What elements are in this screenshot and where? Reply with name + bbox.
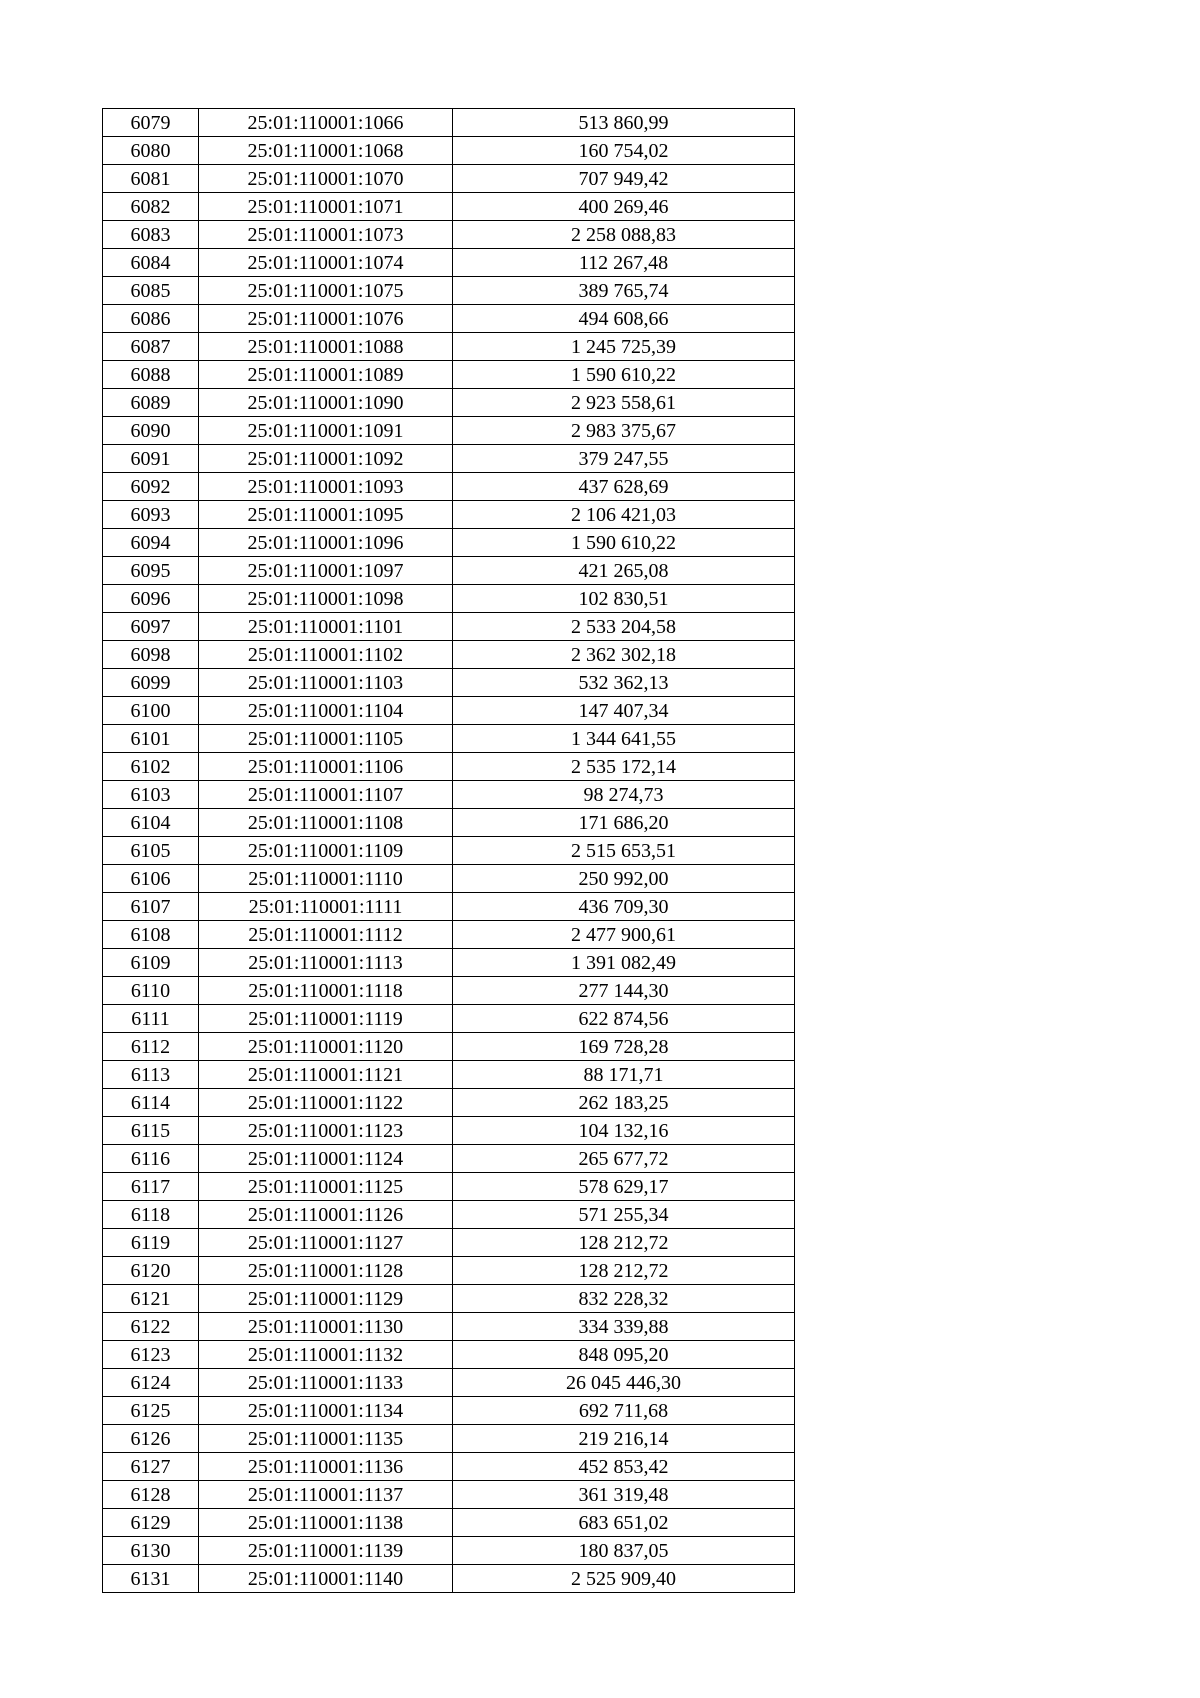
value-cell: 452 853,42 — [453, 1453, 795, 1481]
table-row — [103, 781, 795, 809]
value-cell: 88 171,71 — [453, 1061, 795, 1089]
cadastral-number-cell: 25:01:110001:1111 — [199, 893, 453, 921]
table-row — [103, 669, 795, 697]
row-number-cell: 6092 — [103, 473, 199, 501]
row-number-cell: 6098 — [103, 641, 199, 669]
cadastral-number-cell: 25:01:110001:1123 — [199, 1117, 453, 1145]
value-cell: 848 095,20 — [453, 1341, 795, 1369]
row-number-cell: 6102 — [103, 753, 199, 781]
value-cell: 2 362 302,18 — [453, 641, 795, 669]
cadastral-number-cell: 25:01:110001:1073 — [199, 221, 453, 249]
value-cell: 1 245 725,39 — [453, 333, 795, 361]
cadastral-number-cell: 25:01:110001:1097 — [199, 557, 453, 585]
cadastral-number-cell: 25:01:110001:1066 — [199, 109, 453, 137]
cadastral-number-cell: 25:01:110001:1105 — [199, 725, 453, 753]
value-cell: 1 590 610,22 — [453, 529, 795, 557]
table-row — [103, 613, 795, 641]
cadastral-number-cell: 25:01:110001:1098 — [199, 585, 453, 613]
cadastral-number-cell: 25:01:110001:1121 — [199, 1061, 453, 1089]
row-number-cell: 6111 — [103, 1005, 199, 1033]
value-cell: 112 267,48 — [453, 249, 795, 277]
row-number-cell: 6104 — [103, 809, 199, 837]
row-number-cell: 6110 — [103, 977, 199, 1005]
row-number-cell: 6131 — [103, 1565, 199, 1593]
row-number-cell: 6118 — [103, 1201, 199, 1229]
cadastral-number-cell: 25:01:110001:1103 — [199, 669, 453, 697]
cadastral-number-cell: 25:01:110001:1107 — [199, 781, 453, 809]
cadastral-number-cell: 25:01:110001:1137 — [199, 1481, 453, 1509]
table-row — [103, 1537, 795, 1565]
table-row — [103, 221, 795, 249]
table-row — [103, 977, 795, 1005]
value-cell: 1 590 610,22 — [453, 361, 795, 389]
value-cell: 692 711,68 — [453, 1397, 795, 1425]
row-number-cell: 6122 — [103, 1313, 199, 1341]
table-row — [103, 921, 795, 949]
table-row — [103, 557, 795, 585]
cadastral-number-cell: 25:01:110001:1091 — [199, 417, 453, 445]
row-number-cell: 6105 — [103, 837, 199, 865]
row-number-cell: 6124 — [103, 1369, 199, 1397]
cadastral-number-cell: 25:01:110001:1095 — [199, 501, 453, 529]
row-number-cell: 6129 — [103, 1509, 199, 1537]
table-row — [103, 1481, 795, 1509]
row-number-cell: 6114 — [103, 1089, 199, 1117]
row-number-cell: 6125 — [103, 1397, 199, 1425]
table-row — [103, 1117, 795, 1145]
table-row — [103, 473, 795, 501]
table-row — [103, 837, 795, 865]
cadastral-number-cell: 25:01:110001:1102 — [199, 641, 453, 669]
value-cell: 2 106 421,03 — [453, 501, 795, 529]
row-number-cell: 6103 — [103, 781, 199, 809]
table-row — [103, 445, 795, 473]
cadastral-number-cell: 25:01:110001:1101 — [199, 613, 453, 641]
table-row — [103, 1229, 795, 1257]
table-row — [103, 725, 795, 753]
registry-table-body — [103, 109, 795, 1593]
cadastral-number-cell: 25:01:110001:1076 — [199, 305, 453, 333]
row-number-cell: 6119 — [103, 1229, 199, 1257]
value-cell: 532 362,13 — [453, 669, 795, 697]
row-number-cell: 6097 — [103, 613, 199, 641]
cadastral-number-cell: 25:01:110001:1068 — [199, 137, 453, 165]
value-cell: 361 319,48 — [453, 1481, 795, 1509]
row-number-cell: 6127 — [103, 1453, 199, 1481]
row-number-cell: 6112 — [103, 1033, 199, 1061]
value-cell: 436 709,30 — [453, 893, 795, 921]
value-cell: 1 344 641,55 — [453, 725, 795, 753]
table-row — [103, 1341, 795, 1369]
table-row — [103, 1033, 795, 1061]
value-cell: 265 677,72 — [453, 1145, 795, 1173]
table-row — [103, 1201, 795, 1229]
row-number-cell: 6088 — [103, 361, 199, 389]
table-row — [103, 1061, 795, 1089]
value-cell: 437 628,69 — [453, 473, 795, 501]
value-cell: 160 754,02 — [453, 137, 795, 165]
row-number-cell: 6121 — [103, 1285, 199, 1313]
value-cell: 2 983 375,67 — [453, 417, 795, 445]
value-cell: 219 216,14 — [453, 1425, 795, 1453]
value-cell: 26 045 446,30 — [453, 1369, 795, 1397]
cadastral-number-cell: 25:01:110001:1129 — [199, 1285, 453, 1313]
row-number-cell: 6115 — [103, 1117, 199, 1145]
cadastral-number-cell: 25:01:110001:1132 — [199, 1341, 453, 1369]
row-number-cell: 6123 — [103, 1341, 199, 1369]
table-row — [103, 529, 795, 557]
table-row — [103, 417, 795, 445]
table-row — [103, 1257, 795, 1285]
row-number-cell: 6080 — [103, 137, 199, 165]
table-row — [103, 1565, 795, 1593]
row-number-cell: 6085 — [103, 277, 199, 305]
cadastral-number-cell: 25:01:110001:1122 — [199, 1089, 453, 1117]
value-cell: 494 608,66 — [453, 305, 795, 333]
cadastral-number-cell: 25:01:110001:1070 — [199, 165, 453, 193]
cadastral-number-cell: 25:01:110001:1140 — [199, 1565, 453, 1593]
table-row — [103, 1509, 795, 1537]
cadastral-number-cell: 25:01:110001:1119 — [199, 1005, 453, 1033]
cadastral-number-cell: 25:01:110001:1074 — [199, 249, 453, 277]
table-row — [103, 893, 795, 921]
value-cell: 578 629,17 — [453, 1173, 795, 1201]
row-number-cell: 6086 — [103, 305, 199, 333]
row-number-cell: 6117 — [103, 1173, 199, 1201]
table-row — [103, 809, 795, 837]
table-row — [103, 165, 795, 193]
cadastral-number-cell: 25:01:110001:1112 — [199, 921, 453, 949]
value-cell: 513 860,99 — [453, 109, 795, 137]
value-cell: 334 339,88 — [453, 1313, 795, 1341]
value-cell: 262 183,25 — [453, 1089, 795, 1117]
table-row — [103, 1005, 795, 1033]
table-row — [103, 1397, 795, 1425]
row-number-cell: 6099 — [103, 669, 199, 697]
cadastral-number-cell: 25:01:110001:1134 — [199, 1397, 453, 1425]
value-cell: 128 212,72 — [453, 1229, 795, 1257]
cadastral-number-cell: 25:01:110001:1071 — [199, 193, 453, 221]
value-cell: 98 274,73 — [453, 781, 795, 809]
value-cell: 683 651,02 — [453, 1509, 795, 1537]
cadastral-number-cell: 25:01:110001:1124 — [199, 1145, 453, 1173]
value-cell: 1 391 082,49 — [453, 949, 795, 977]
table-row — [103, 305, 795, 333]
row-number-cell: 6091 — [103, 445, 199, 473]
cadastral-number-cell: 25:01:110001:1128 — [199, 1257, 453, 1285]
row-number-cell: 6107 — [103, 893, 199, 921]
table-row — [103, 501, 795, 529]
table-row — [103, 333, 795, 361]
row-number-cell: 6081 — [103, 165, 199, 193]
table-row — [103, 1173, 795, 1201]
value-cell: 571 255,34 — [453, 1201, 795, 1229]
cadastral-number-cell: 25:01:110001:1136 — [199, 1453, 453, 1481]
row-number-cell: 6130 — [103, 1537, 199, 1565]
cadastral-number-cell: 25:01:110001:1109 — [199, 837, 453, 865]
cadastral-number-cell: 25:01:110001:1120 — [199, 1033, 453, 1061]
cadastral-number-cell: 25:01:110001:1096 — [199, 529, 453, 557]
row-number-cell: 6094 — [103, 529, 199, 557]
cadastral-number-cell: 25:01:110001:1135 — [199, 1425, 453, 1453]
table-row — [103, 753, 795, 781]
value-cell: 2 477 900,61 — [453, 921, 795, 949]
value-cell: 169 728,28 — [453, 1033, 795, 1061]
row-number-cell: 6089 — [103, 389, 199, 417]
row-number-cell: 6095 — [103, 557, 199, 585]
cadastral-number-cell: 25:01:110001:1092 — [199, 445, 453, 473]
row-number-cell: 6083 — [103, 221, 199, 249]
cadastral-number-cell: 25:01:110001:1126 — [199, 1201, 453, 1229]
cadastral-number-cell: 25:01:110001:1090 — [199, 389, 453, 417]
table-row — [103, 1145, 795, 1173]
row-number-cell: 6120 — [103, 1257, 199, 1285]
value-cell: 622 874,56 — [453, 1005, 795, 1033]
table-row — [103, 249, 795, 277]
value-cell: 102 830,51 — [453, 585, 795, 613]
table-row — [103, 1453, 795, 1481]
row-number-cell: 6093 — [103, 501, 199, 529]
cadastral-number-cell: 25:01:110001:1130 — [199, 1313, 453, 1341]
cadastral-number-cell: 25:01:110001:1118 — [199, 977, 453, 1005]
value-cell: 379 247,55 — [453, 445, 795, 473]
cadastral-number-cell: 25:01:110001:1106 — [199, 753, 453, 781]
cadastral-number-cell: 25:01:110001:1125 — [199, 1173, 453, 1201]
row-number-cell: 6128 — [103, 1481, 199, 1509]
table-row — [103, 361, 795, 389]
row-number-cell: 6116 — [103, 1145, 199, 1173]
table-row — [103, 109, 795, 137]
cadastral-number-cell: 25:01:110001:1139 — [199, 1537, 453, 1565]
table-row — [103, 1089, 795, 1117]
cadastral-number-cell: 25:01:110001:1110 — [199, 865, 453, 893]
cadastral-number-cell: 25:01:110001:1127 — [199, 1229, 453, 1257]
cadastral-number-cell: 25:01:110001:1088 — [199, 333, 453, 361]
row-number-cell: 6082 — [103, 193, 199, 221]
row-number-cell: 6087 — [103, 333, 199, 361]
table-row — [103, 1425, 795, 1453]
value-cell: 2 923 558,61 — [453, 389, 795, 417]
value-cell: 147 407,34 — [453, 697, 795, 725]
value-cell: 400 269,46 — [453, 193, 795, 221]
row-number-cell: 6109 — [103, 949, 199, 977]
value-cell: 707 949,42 — [453, 165, 795, 193]
value-cell: 277 144,30 — [453, 977, 795, 1005]
row-number-cell: 6126 — [103, 1425, 199, 1453]
table-row — [103, 697, 795, 725]
cadastral-number-cell: 25:01:110001:1104 — [199, 697, 453, 725]
cadastral-number-cell: 25:01:110001:1133 — [199, 1369, 453, 1397]
value-cell: 2 533 204,58 — [453, 613, 795, 641]
cadastral-number-cell: 25:01:110001:1108 — [199, 809, 453, 837]
value-cell: 171 686,20 — [453, 809, 795, 837]
value-cell: 2 535 172,14 — [453, 753, 795, 781]
row-number-cell: 6108 — [103, 921, 199, 949]
cadastral-number-cell: 25:01:110001:1075 — [199, 277, 453, 305]
table-row — [103, 865, 795, 893]
table-row — [103, 277, 795, 305]
row-number-cell: 6079 — [103, 109, 199, 137]
value-cell: 389 765,74 — [453, 277, 795, 305]
cadastral-number-cell: 25:01:110001:1093 — [199, 473, 453, 501]
value-cell: 2 258 088,83 — [453, 221, 795, 249]
value-cell: 128 212,72 — [453, 1257, 795, 1285]
table-row — [103, 1285, 795, 1313]
value-cell: 180 837,05 — [453, 1537, 795, 1565]
row-number-cell: 6100 — [103, 697, 199, 725]
row-number-cell: 6090 — [103, 417, 199, 445]
cadastral-number-cell: 25:01:110001:1138 — [199, 1509, 453, 1537]
table-row — [103, 641, 795, 669]
value-cell: 104 132,16 — [453, 1117, 795, 1145]
row-number-cell: 6113 — [103, 1061, 199, 1089]
table-row — [103, 1313, 795, 1341]
table-row — [103, 193, 795, 221]
value-cell: 832 228,32 — [453, 1285, 795, 1313]
table-row — [103, 585, 795, 613]
cadastral-number-cell: 25:01:110001:1089 — [199, 361, 453, 389]
row-number-cell: 6096 — [103, 585, 199, 613]
value-cell: 2 515 653,51 — [453, 837, 795, 865]
value-cell: 421 265,08 — [453, 557, 795, 585]
row-number-cell: 6106 — [103, 865, 199, 893]
value-cell: 2 525 909,40 — [453, 1565, 795, 1593]
cadastral-number-cell: 25:01:110001:1113 — [199, 949, 453, 977]
table-row — [103, 137, 795, 165]
row-number-cell: 6101 — [103, 725, 199, 753]
table-row — [103, 389, 795, 417]
table-row — [103, 949, 795, 977]
value-cell: 250 992,00 — [453, 865, 795, 893]
registry-table — [102, 108, 795, 1593]
table-row — [103, 1369, 795, 1397]
row-number-cell: 6084 — [103, 249, 199, 277]
